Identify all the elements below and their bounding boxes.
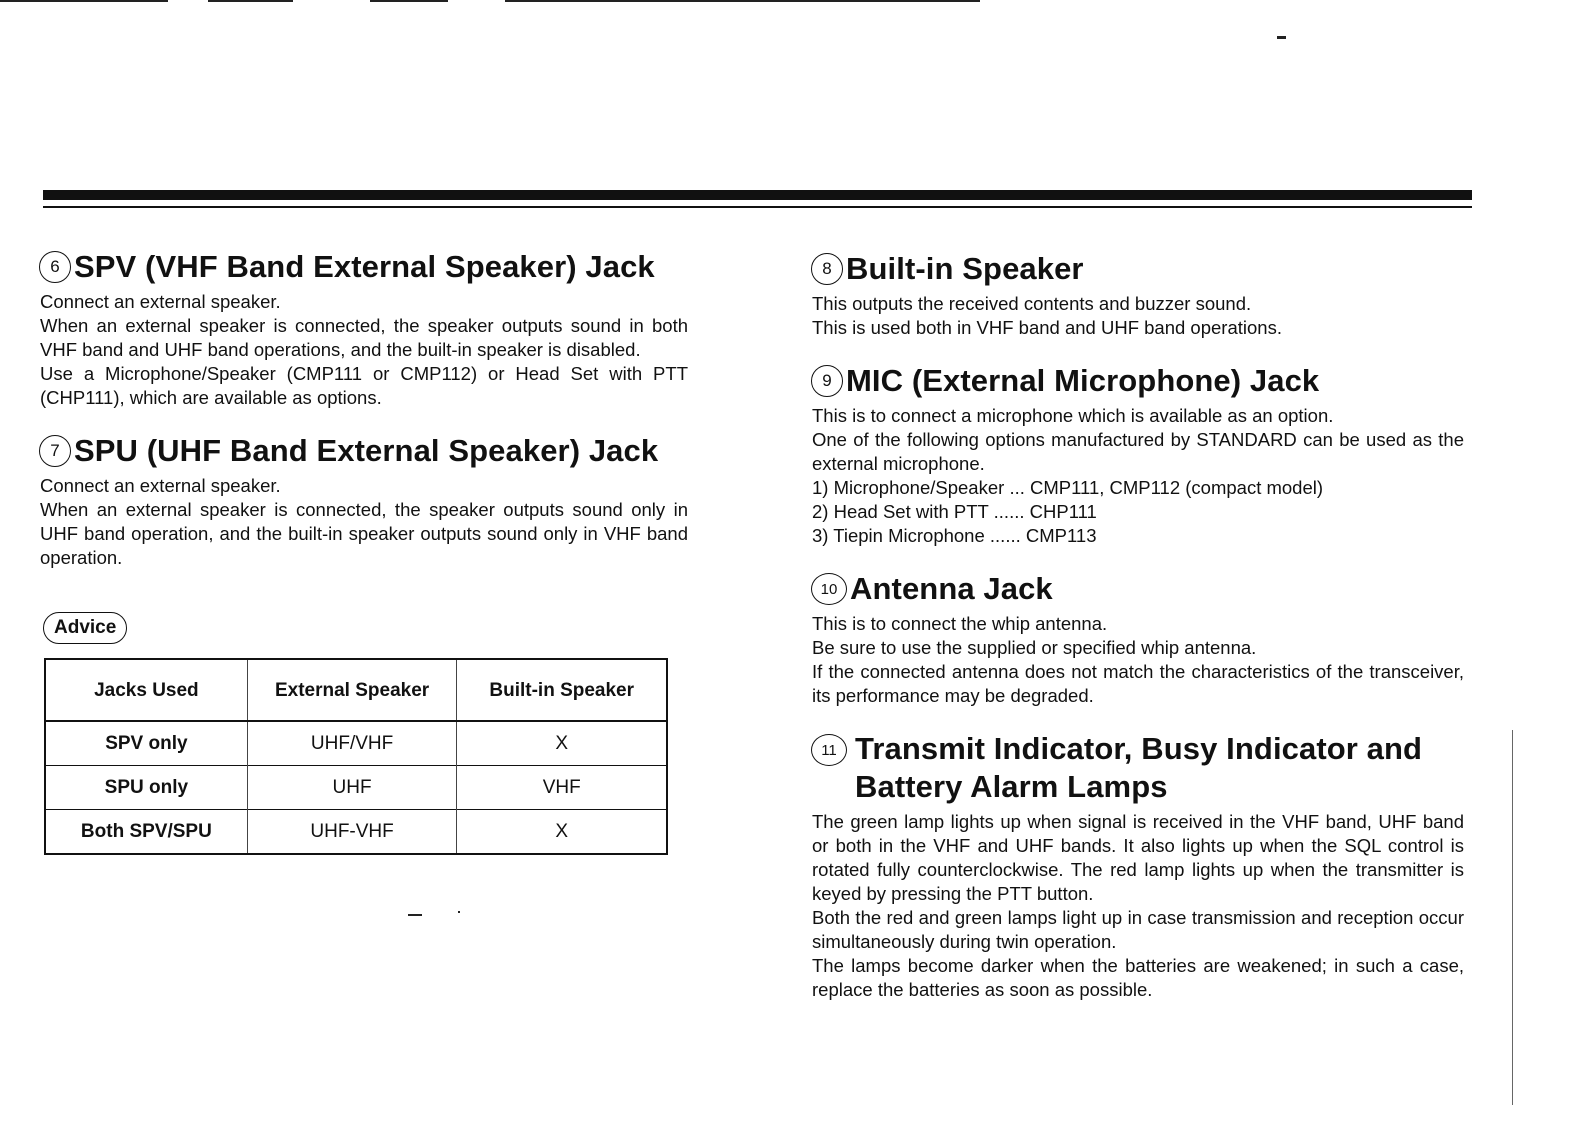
paragraph: This is used both in VHF band and UHF band operations.	[812, 317, 1282, 338]
table-header-cell: Jacks Used	[45, 659, 247, 721]
table-cell: UHF/VHF	[247, 721, 457, 766]
circled-number: 11	[811, 734, 847, 766]
table-row	[45, 810, 667, 855]
scan-edge-line	[370, 0, 448, 2]
section-heading	[811, 570, 1464, 608]
scan-speck	[458, 911, 460, 913]
section-heading	[811, 362, 1464, 400]
paragraph: Connect an external speaker.	[40, 475, 281, 496]
section-title: SPV (VHF Band External Speaker) Jack	[74, 249, 655, 284]
section-spv-jack	[40, 248, 688, 410]
table-cell: X	[457, 721, 667, 766]
paragraph: Be sure to use the supplied or specified whip antenna.	[812, 637, 1257, 658]
paragraph: This is to connect a microphone which is available as an option.	[812, 405, 1334, 426]
paragraph: When an external speaker is connected, the speaker outputs sound only in UHF band operation, and the built-in speaker outputs sound only in VHF band operation.	[40, 499, 688, 568]
advice-badge: Advice	[43, 612, 127, 644]
section-heading	[811, 250, 1464, 288]
table-row	[45, 766, 667, 810]
section-title	[855, 730, 1422, 806]
list-item: 2) Head Set with PTT ...... CHP111	[812, 501, 1097, 522]
scan-speck	[408, 914, 422, 916]
table-header-cell: External Speaker	[247, 659, 457, 721]
circled-number: 8	[811, 253, 843, 285]
circled-number: 7	[39, 435, 71, 467]
table-cell: X	[457, 810, 667, 855]
table-cell: SPU only	[45, 766, 247, 810]
section-indicator-lamps	[812, 730, 1464, 1002]
paragraph: The green lamp lights up when signal is received in the VHF band, UHF band or both in the VHF and UHF bands. It also lights up when the SQL control is rotated fully counterclockwise. The red lamp lights up when the transmitter is keyed by pressing the PTT button.	[812, 811, 1464, 904]
section-antenna-jack	[812, 570, 1464, 708]
section-heading	[811, 730, 1464, 806]
page-margin-line	[1512, 730, 1513, 1105]
scan-edge-line	[208, 0, 293, 2]
scan-edge-line	[0, 0, 168, 2]
section-spu-jack	[40, 432, 688, 570]
section-title: SPU (UHF Band External Speaker) Jack	[74, 433, 659, 468]
table-header-row	[45, 659, 667, 721]
section-title: Antenna Jack	[850, 571, 1053, 606]
table-cell: Both SPV/SPU	[45, 810, 247, 855]
paragraph: When an external speaker is connected, the speaker outputs sound in both VHF band and UHF band operations, and the built-in speaker is disabled.	[40, 315, 688, 360]
paragraph: One of the following options manufactured by STANDARD can be used as the external microphone.	[812, 429, 1464, 474]
section-heading	[39, 432, 688, 470]
paragraph: If the connected antenna does not match the characteristics of the transceiver, its performance may be degraded.	[812, 661, 1464, 706]
section-title: MIC (External Microphone) Jack	[846, 363, 1320, 398]
table-cell: SPV only	[45, 721, 247, 766]
paragraph: This is to connect the whip antenna.	[812, 613, 1108, 634]
circled-number: 9	[811, 365, 843, 397]
right-column	[812, 250, 1464, 1024]
section-built-in-speaker	[812, 250, 1464, 340]
table-row	[45, 721, 667, 766]
paragraph: Use a Microphone/Speaker (CMP111 or CMP112) or Head Set with PTT (CHP111), which are available as options.	[40, 363, 688, 408]
list-item: 3) Tiepin Microphone ...... CMP113	[812, 525, 1097, 546]
list-item: 1) Microphone/Speaker ... CMP111, CMP112 (compact model)	[812, 477, 1324, 498]
left-column	[40, 248, 688, 855]
table-header-cell: Built-in Speaker	[457, 659, 667, 721]
paragraph: Connect an external speaker.	[40, 291, 281, 312]
scan-speck	[1277, 36, 1286, 39]
section-title-line: Transmit Indicator, Busy Indicator and	[855, 731, 1423, 766]
jacks-table	[44, 658, 668, 855]
table-cell: UHF-VHF	[247, 810, 457, 855]
paragraph: Both the red and green lamps light up in case transmission and reception occur simultaneously during twin operation.	[812, 907, 1464, 952]
table-cell: VHF	[457, 766, 667, 810]
paragraph: This outputs the received contents and buzzer sound.	[812, 293, 1252, 314]
header-rule-thick	[43, 190, 1472, 200]
paragraph: The lamps become darker when the batteries are weakened; in such a case, replace the batteries as soon as possible.	[812, 955, 1464, 1000]
circled-number: 6	[39, 251, 71, 283]
header-rule-thin	[43, 206, 1472, 208]
section-heading	[39, 248, 688, 286]
section-mic-jack	[812, 362, 1464, 548]
section-title-line: Battery Alarm Lamps	[855, 769, 1168, 804]
scan-edge-line	[505, 0, 980, 2]
circled-number: 10	[811, 573, 847, 605]
section-title: Built-in Speaker	[846, 251, 1084, 286]
table-cell: UHF	[247, 766, 457, 810]
